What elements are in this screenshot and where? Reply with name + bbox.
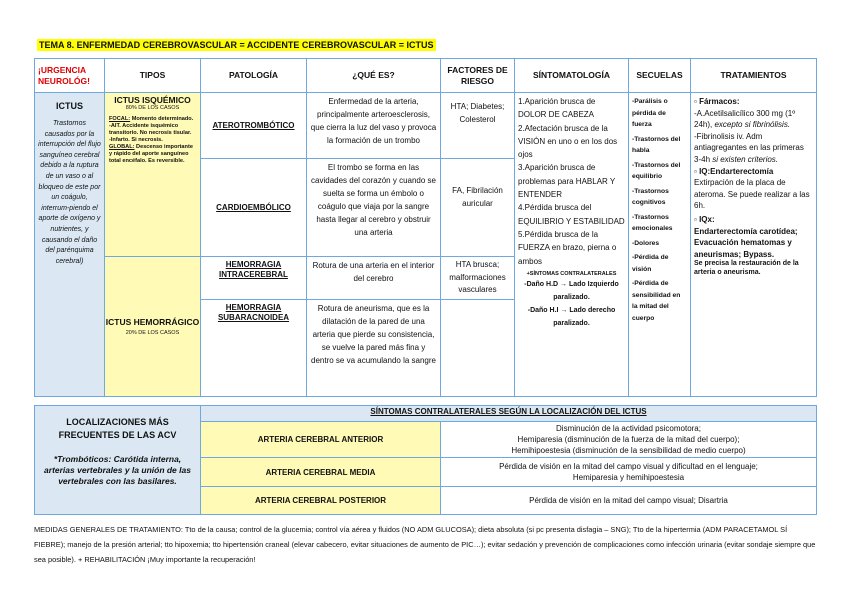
sintoma-1: 1.Aparición brusca de DOLOR DE CABEZA xyxy=(518,97,596,120)
patologia-intracerebral: HEMORRAGIA INTRACEREBRAL xyxy=(201,257,307,300)
tromboticos-note: *Trombóticos: Carótida interna, arterias vertebrales y la unión de las vertebrales con las basilares. xyxy=(44,454,191,486)
localizaciones-heading: LOCALIZACIONES MÁS FRECUENTES DE LAS ACV xyxy=(58,417,177,440)
header-factores: FACTORES DE RIESGO xyxy=(441,59,515,93)
iqx-note: Se precisa la restauración de la arteria o aneurisma. xyxy=(694,260,799,277)
secuela-item: -Dolores xyxy=(632,239,660,247)
que-es-aterotrombotico: Enfermedad de la arteria, principalmente arteroesclerosis, que cierra la luz del vaso y provoca la formación de un trombo xyxy=(307,93,441,159)
secuela-item: -Pérdida de sensibilidad en la mitad del cuerpo xyxy=(632,280,681,322)
sintoma-line: Pérdida de visión en la mitad del campo visual; Disartria xyxy=(529,496,728,505)
focal-desc: Momento determinado. xyxy=(130,116,194,122)
factores-aterotrombotico: HTA; Diabetes; Colesterol xyxy=(441,93,515,159)
header-que-es: ¿QUÉ ES? xyxy=(307,59,441,93)
iq-endarterectomia-text: Extirpación de la placa de ateroma. Se puede realizar a las 6h. xyxy=(694,178,810,211)
checkbox-icon: ▫ xyxy=(694,214,700,224)
medidas-generales: MEDIDAS GENERALES DE TRATAMIENTO: Tto de la causa; control de la glucemia; control vía aérea y fluidos (NO ADM GLUCOSA); dieta absoluta (si pc presenta disfagia – SNG); Tto de la hipertermia (ADM PARACETAMOL SÍ FIEBRE); manejo de la presión arterial; tto hipoxemia; tto hipertensión craneal (elevar cabecero, evitar situaciones de aumento de PIC…); evitar sedación y prevención de complicaciones como infección urinaria (evitar sondaje siempre que sea posible). + REHABILITACIÓN ¡Muy importante la recuperación! xyxy=(34,525,816,564)
farmaco-1: -A.Acetilsalicílico 300 mg (1º 24h), xyxy=(694,108,796,130)
header-urgencia: ¡URGENCIA NEUROLÓG! xyxy=(35,59,105,93)
dano-hd: -Daño H.D → Lado Izquierdo paralizado. xyxy=(524,280,619,301)
sintoma-line: Pérdida de visión en la mitad del campo visual y dificultad en el lenguaje; xyxy=(499,462,758,471)
farmaco-2-note: si existen criterios. xyxy=(712,154,779,164)
ictus-summary-table xyxy=(34,58,817,397)
sintoma-line: Hemiparesia y hemihipoestesia xyxy=(572,473,685,482)
secuela-item: -Trastornos del habla xyxy=(632,135,681,154)
infarto-text: -Infarto. Si necrosis. xyxy=(109,137,163,143)
iq-endarterectomia-title: IQ:Endarterectomía xyxy=(699,166,774,176)
localizaciones-cell xyxy=(35,406,201,515)
sintomas-contralaterales-title: SÍNTOMAS CONTRALATERALES SEGÚN LA LOCALIZACIÓN DEL ICTUS xyxy=(201,406,817,422)
ictus-definition-cell xyxy=(35,93,105,397)
secuela-item: -Trastornos cognitivos xyxy=(632,187,669,206)
iqx-procedures: Endarterectomía carotídea; Evacuación hematomas y aneurismas; Bypass. xyxy=(694,226,798,259)
sintoma-3: 3.Aparición brusca de problemas para HABLAR Y ENTENDER xyxy=(518,163,616,200)
tratamientos-cell xyxy=(691,93,817,397)
focal-label: FOCAL: xyxy=(109,116,131,122)
secuela-item: -Pérdida de visión xyxy=(632,254,669,273)
patologia-cardioembolico: CARDIOEMBÓLICO xyxy=(201,159,307,257)
ait-text: -AIT. Accidente isquémico transitorio. No necrosis tisular. xyxy=(109,123,192,136)
sintomas-anterior xyxy=(441,422,817,458)
farmacos-title: Fármacos: xyxy=(699,97,740,106)
focal-text xyxy=(109,116,196,123)
sintomatologia-cell xyxy=(515,93,629,397)
localizaciones-table xyxy=(34,405,817,515)
arteria-cerebral-media: ARTERIA CEREBRAL MEDIA xyxy=(201,458,441,487)
global-desc: Descenso importante y rápido del aporte sanguíneo total encéfalo. Es reversible. xyxy=(109,144,193,164)
sintoma-line: Hemihipoestesia (disminución de la sensibilidad de medio cuerpo) xyxy=(511,446,746,455)
secuela-item: -Parálisis o pérdida de fuerza xyxy=(632,98,668,128)
que-es-subaracnoidea: Rotura de aneurisma, que es la dilatación de la pared de una arteria que pierde su consistencia, se vuelve la pared más fina y dentro se va acumulando la sangre xyxy=(307,299,441,396)
dano-hi: -Daño H.I → Lado derecho paralizado. xyxy=(527,306,616,327)
sintomas-contralaterales-label: +SÍNTOMAS CONTRALATERALES xyxy=(526,270,617,277)
tipo-hemorragico-pct: 20% DE LOS CASOS xyxy=(125,329,180,336)
tipo-hemorragico-title: ICTUS HEMORRÁGICO xyxy=(105,316,200,327)
farmaco-1-note: excepto si fibrinólisis. xyxy=(714,120,791,130)
secuela-item: -Trastornos del equilibrio xyxy=(632,161,681,180)
sintoma-5: 5.Pérdida brusca de la FUERZA en brazo, pierna o ambos xyxy=(518,229,617,266)
header-patologia: PATOLOGÍA xyxy=(201,59,307,93)
sintoma-line: Disminución de la actividad psicomotora; xyxy=(556,424,701,433)
global-label: GLOBAL: xyxy=(109,144,135,150)
tipo-isquemico-pct: 80% DE LOS CASOS xyxy=(125,105,180,111)
que-es-cardioembolico: El trombo se forma en las cavidades del corazón y cuando se suelta se forma un émbolo o coágulo que viaja por la sangre hasta llegar al cerebro y obstruir una arteria xyxy=(307,159,441,257)
sintoma-4: 4.Pérdida brusca del EQUILIBRIO Y ESTABILIDAD xyxy=(518,203,625,226)
table-row xyxy=(35,93,817,159)
secuelas-cell xyxy=(629,93,691,397)
page-title: TEMA 8. ENFERMEDAD CEREBROVASCULAR = ACCIDENTE CEREBROVASCULAR = ICTUS xyxy=(39,40,434,50)
ictus-heading: ICTUS xyxy=(56,101,83,111)
header-tipos: TIPOS xyxy=(105,59,201,93)
sintomas-posterior xyxy=(441,487,817,515)
patologia-aterotrombotico: ATEROTROMBÓTICO xyxy=(201,93,307,159)
sintoma-line: Hemiparesia (disminución de la fuerza de la mitad del cuerpo); xyxy=(517,435,740,444)
checkbox-icon: ▫ xyxy=(694,97,700,106)
tipo-isquemico-title: ICTUS ISQUÉMICO xyxy=(114,95,191,105)
secuela-item: -Trastornos emocionales xyxy=(632,213,673,232)
tipo-isquemico-cell xyxy=(105,93,201,257)
iqx-title: IQx: xyxy=(699,214,715,224)
que-es-intracerebral: Rotura de una arteria en el interior del cerebro xyxy=(307,257,441,300)
factores-intracerebral: HTA brusca; malformaciones vasculares xyxy=(441,257,515,300)
header-row xyxy=(35,59,817,93)
header-sintomatologia: SÍNTOMATOLOGÍA xyxy=(515,59,629,93)
header-secuelas: SECUELAS xyxy=(629,59,691,93)
header-tratamientos: TRATAMIENTOS xyxy=(691,59,817,93)
checkbox-icon: ▫ xyxy=(694,166,700,176)
factores-cardioembolico: FA, Fibrilación auricular xyxy=(441,159,515,257)
factores-subaracnoidea xyxy=(441,299,515,396)
table-row xyxy=(35,406,817,422)
sintomas-media xyxy=(441,458,817,487)
sintoma-2: 2.Afectación brusca de la VISIÓN en uno o en los dos ojos xyxy=(518,123,618,160)
global-text xyxy=(109,144,196,165)
ictus-description: Trastornos causados por la interrupción del flujo sanguíneo cerebral debido a la ruptura de un vaso o al bloqueo de este por un coágulo, interrum-piendo el aporte de oxígeno y nutrientes, y causando el daño del parénquima cerebral) xyxy=(38,120,101,265)
tipo-hemorragico-cell xyxy=(105,257,201,397)
patologia-subaracnoidea: HEMORRAGIA SUBARACNOIDEA xyxy=(201,299,307,396)
arteria-cerebral-posterior: ARTERIA CEREBRAL POSTERIOR xyxy=(201,487,441,515)
arteria-cerebral-anterior: ARTERIA CEREBRAL ANTERIOR xyxy=(201,422,441,458)
farmaco-2: -Fibrinolisis iv. Adm antiagregantes en las primeras 3-4h xyxy=(694,131,804,164)
